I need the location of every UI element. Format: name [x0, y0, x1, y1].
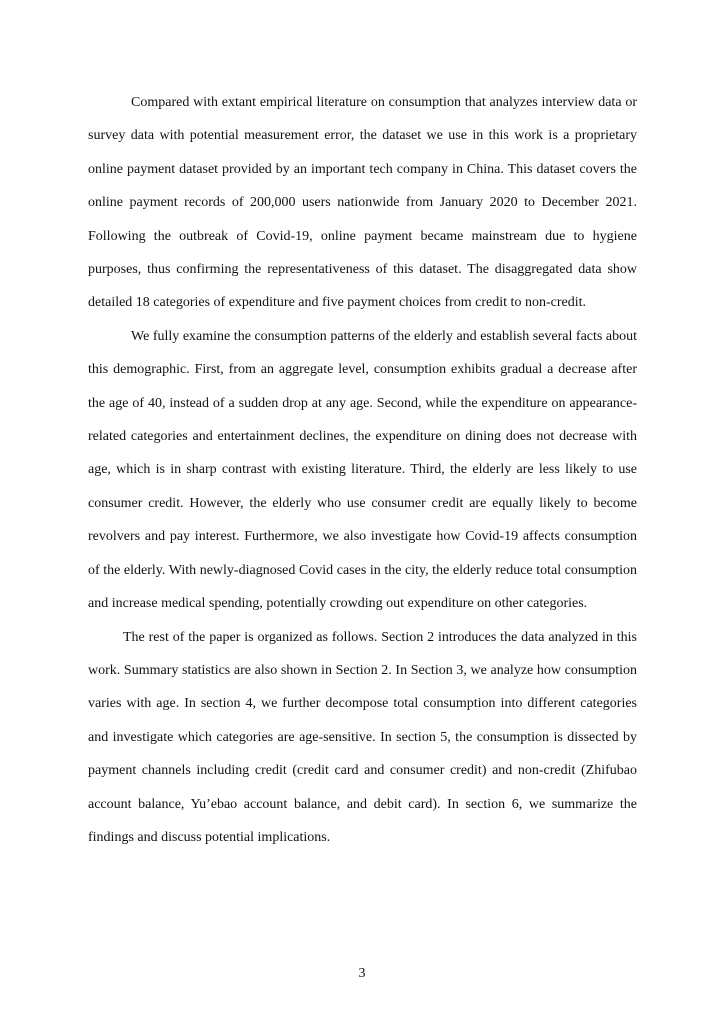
- page-number: 3: [358, 966, 366, 981]
- paragraph-organization: The rest of the paper is organized as follows. Section 2 introduces the data analyzed in this work. Summary statistics are also shown in Section 2. In Section 3, we analyze how consumption varies with age. In section 4, we further decompose total consumption into different categories and investigate which categories are age-sensitive. In section 5, the consumption is dissected by payment channels including credit (credit card and consumer credit) and non-credit (Zhifubao account balance, Yu’ebao account balance, and debit card). In section 6, we summarize the findings and discuss potential implications.: [88, 629, 637, 845]
- body-text: [88, 86, 637, 854]
- paragraph-dataset: Compared with extant empirical literature on consumption that analyzes interview data or survey data with potential measurement error, the dataset we use in this work is a proprietary online payment dataset provided by an important tech company in China. This dataset covers the online payment records of 200,000 users nationwide from January 2020 to December 2021. Following the outbreak of Covid-19, online payment became mainstream due to hygiene purposes, thus confirming the representativeness of this dataset. The disaggregated data show detailed 18 categories of expenditure and five payment choices from credit to non-credit.: [88, 95, 637, 311]
- paragraph-findings: We fully examine the consumption patterns of the elderly and establish several facts about this demographic. First, from an aggregate level, consumption exhibits gradual a decrease after the age of 40, instead of a sudden drop at any age. Second, while the expenditure on appearance-related categories and entertainment declines, the expenditure on dining does not decrease with age, which is in sharp contrast with existing literature. Third, the elderly are less likely to use consumer credit. However, the elderly who use consumer credit are equally likely to become revolvers and pay interest. Furthermore, we also investigate how Covid-19 affects consumption of the elderly. With newly-diagnosed Covid cases in the city, the elderly reduce total consumption and increase medical spending, potentially crowding out expenditure on other categories.: [88, 328, 637, 612]
